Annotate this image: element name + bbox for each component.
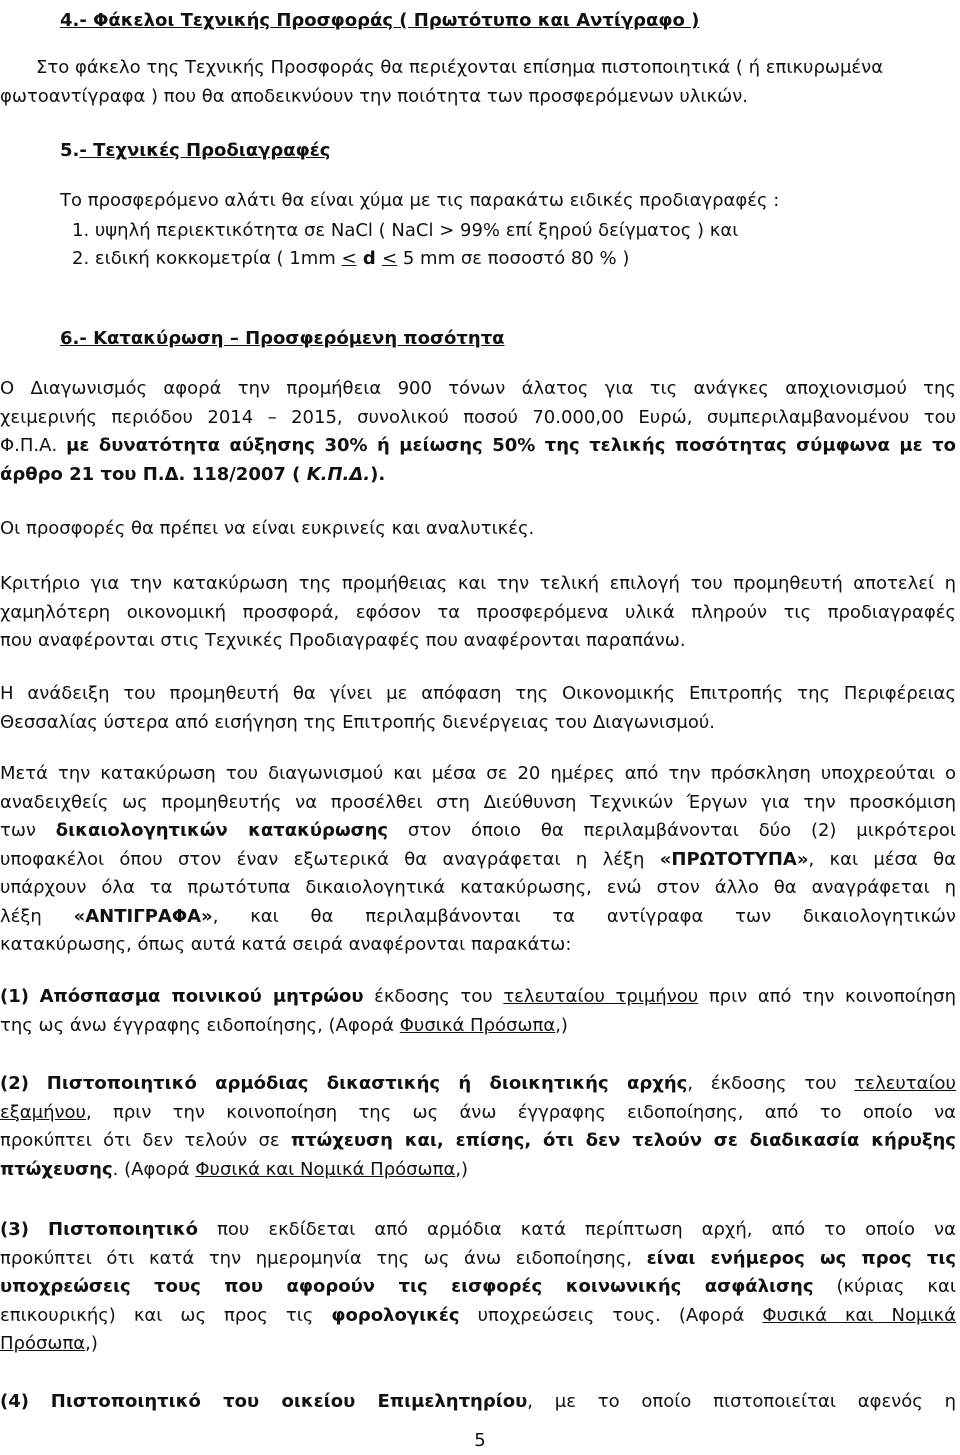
heading-award-quantity: 6.- Κατακύρωση – Προσφερόμενη ποσότητα bbox=[60, 328, 505, 349]
doc-item-1: (1) Απόσπασμα ποινικού μητρώου έκδοσης του τελευταίου τριμήνου πριν από την κοινοποίηση της ως άνω έγγραφης ειδοποίησης, (Αφορά Φυσικά Πρόσωπα,) bbox=[0, 986, 956, 1036]
paragraph-criterion: Κριτήριο για την κατακύρωση της προμήθειας και την τελική επιλογή του προμηθευτή αποτελεί η χαμηλότερη οικονομική προσφορά, εφόσον τα προσφερόμενα υλικά πληρούν τις προδιαγραφές που αναφέρονται στις Τεχνικές Προδιαγραφές που αναφέρονται παραπάνω. bbox=[0, 573, 956, 651]
paragraph-folder-contents: Στο φάκελο της Τεχνικής Προσφοράς θα περιέχονται επίσημα πιστοποιητικά ( ή επικυρωμένα φωτοαντίγραφα ) που θα αποδεικνύουν την ποιότητα των προσφερόμενων υλικών. bbox=[0, 57, 884, 107]
heading-technical-offer-folders: 4.- Φάκελοι Τεχνικής Προσφοράς ( Πρωτότυπο και Αντίγραφο ) bbox=[60, 10, 700, 31]
page-number: 5 bbox=[474, 1430, 486, 1451]
paragraph-after-award: Μετά την κατακύρωση του διαγωνισμού και μέσα σε 20 ημέρες από την πρόσκληση υποχρεούται ο αναδειχθείς ως προμηθευτής να προσέλθει στη Διεύθυνση Τεχνικών Έργων για την προσκόμιση των δικαιολογητικών κατακύρωσης στον όποιο θα περιλαμβάνονται δύο (2) μικρότεροι υποφακέλοι όπου στον έναν εξωτερικά θα αναγράφεται η λέξη «ΠΡΩΤΟΤΥΠΑ», και μέσα θα υπάρχουν όλα τα πρωτότυπα δικαιολογητικά κατακύρωσης, ενώ στον άλλο θα αναγράφεται η λέξη «ΑΝΤΙΓΡΑΦΑ», και θα περιλαμβάνονται τα αντίγραφα των δικαιολογητικών κατακύρωσης, όπως αυτά κατά σειρά αναφέρονται παρακάτω: bbox=[0, 763, 956, 955]
paragraph-decision: Η ανάδειξη του προμηθευτή θα γίνει με απόφαση της Οικονομικής Επιτροπής της Περιφέρειας Θεσσαλίας ύστερα από εισήγηση της Επιτροπής διενέργειας του Διαγωνισμού. bbox=[0, 683, 956, 733]
doc-item-3: (3) Πιστοποιητικό που εκδίδεται από αρμόδια κατά περίπτωση αρχή, από το οποίο να προκύπτει ότι κατά την ημερομηνία της ως άνω ειδοποίησης, είναι ενήμερος ως προς τις υποχρεώσεις τους που αφορούν τις εισφορές κοινωνικής ασφάλισης (κύριας και επικουρικής) και ως προς τις φορολογικές υποχρεώσεις τους. (Αφορά Φυσικά και Νομικά Πρόσωπα,) bbox=[0, 1219, 957, 1354]
paragraph-award: Ο Διαγωνισμός αφορά την προμήθεια 900 τόνων άλατος για τις ανάγκες αποχιονισμού της χειμερινής περιόδου 2014 – 2015, συνολικού ποσού 70.000,00 Ευρώ, συμπεριλαμβανομένου του Φ.Π.Α. με δυνατότητα αύξησης 30% ή μείωσης 50% της τελικής ποσότητας σύμφωνα με το άρθρο 21 του Π.Δ. 118/2007 ( Κ.Π.Δ.). bbox=[0, 378, 956, 485]
spec-intro: Το προσφερόμενο αλάτι θα είναι χύμα με τις παρακάτω ειδικές προδιαγραφές : bbox=[60, 190, 780, 211]
paragraph-clear-offers: Οι προσφορές θα πρέπει να είναι ευκρινείς και αναλυτικές. bbox=[0, 518, 535, 539]
spec-item-2: 2. ειδική κοκκομετρία ( 1mm < d < 5 mm σε ποσοστό 80 % ) bbox=[72, 248, 630, 269]
spec-item-1: 1. υψηλή περιεκτικότητα σε NaCl ( NaCl > 99% επί ξηρού δείγματος ) και bbox=[72, 220, 739, 241]
doc-item-4: (4) Πιστοποιητικό του οικείου Επιμελητηρίου, με το οποίο πιστοποιείται αφενός η bbox=[0, 1391, 956, 1412]
doc-item-2: (2) Πιστοποιητικό αρμόδιας δικαστικής ή διοικητικής αρχής, έκδοσης του τελευταίου εξαμήνου, πριν την κοινοποίηση της ως άνω έγγραφης ειδοποίησης, από το οποίο να προκύπτει ότι δεν τελούν σε πτώχευση και, επίσης, ότι δεν τελούν σε διαδικασία κήρυξης πτώχευσης. (Αφορά Φυσικά και Νομικά Πρόσωπα,) bbox=[0, 1073, 956, 1180]
heading-technical-specifications: 5.- Τεχνικές Προδιαγραφές bbox=[60, 140, 331, 161]
